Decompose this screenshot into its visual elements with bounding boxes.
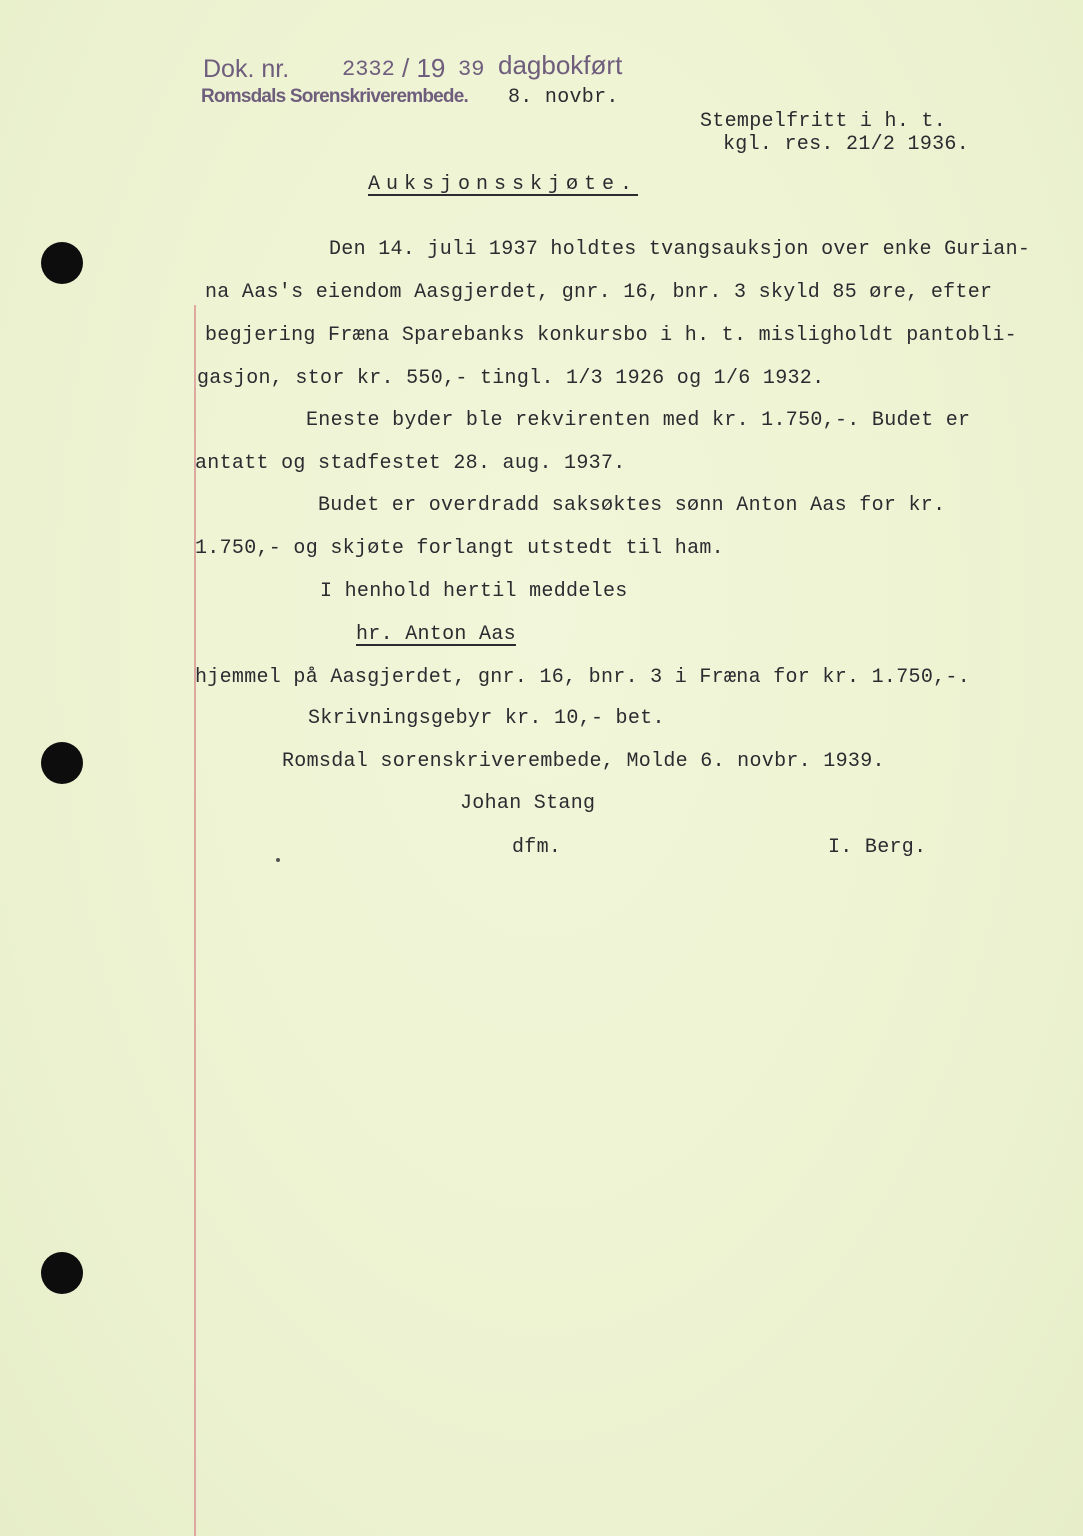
document-title: Auksjonsskjøte.: [368, 173, 639, 196]
p1-line4: gasjon, stor kr. 550,- tingl. 1/3 1926 og 1/6 1932.: [197, 367, 825, 390]
dfm-label: dfm.: [512, 836, 562, 859]
stamp-date: 8. novbr.: [508, 86, 619, 109]
stamp-free-line1: Stempelfritt i h. t.: [700, 110, 947, 133]
p2-line1: Eneste byder ble rekvirenten med kr. 1.750,-. Budet er: [306, 409, 971, 432]
office-stamp: Romsdals Sorenskriverembede.: [201, 86, 468, 107]
year-suffix: 39: [458, 57, 485, 82]
recipient-name: hr. Anton Aas: [356, 623, 516, 646]
punch-hole-top: [41, 242, 83, 284]
p1-line1: Den 14. juli 1937 holdtes tvangsauksjon over enke Gurian-: [329, 238, 1031, 261]
p3-line1: Budet er overdradd saksøktes sønn Anton Aas for kr.: [318, 494, 946, 517]
margin-line: [194, 305, 196, 1536]
p5-line: hjemmel på Aasgjerdet, gnr. 16, bnr. 3 i Fræna for kr. 1.750,-.: [195, 666, 971, 689]
stamp-free-line2: kgl. res. 21/2 1936.: [723, 133, 970, 156]
p1-line3: begjering Fræna Sparebanks konkursbo i h. t. misligholdt pantobli-: [205, 324, 1017, 347]
p2-line2: antatt og stadfestet 28. aug. 1937.: [195, 452, 626, 475]
place-date-line: Romsdal sorenskriverembede, Molde 6. novbr. 1939.: [282, 750, 885, 773]
year-prefix: / 19: [402, 53, 446, 83]
punch-hole-middle: [41, 742, 83, 784]
punch-hole-bottom: [41, 1252, 83, 1294]
dok-label: Dok. nr.: [203, 55, 290, 83]
dagbokfort-stamp: dagbokført: [498, 50, 623, 80]
signer-name: Johan Stang: [460, 792, 596, 815]
clerk-name: I. Berg.: [828, 836, 927, 859]
p3-line2: 1.750,- og skjøte forlangt utstedt til ham.: [195, 537, 724, 560]
fee-line: Skrivningsgebyr kr. 10,- bet.: [308, 707, 665, 730]
p4-line: I henhold hertil meddeles: [320, 580, 628, 603]
p1-line2: na Aas's eiendom Aasgjerdet, gnr. 16, bnr. 3 skyld 85 øre, efter: [205, 281, 993, 304]
ink-speck: [276, 858, 280, 862]
dok-number: 2332: [342, 57, 395, 82]
